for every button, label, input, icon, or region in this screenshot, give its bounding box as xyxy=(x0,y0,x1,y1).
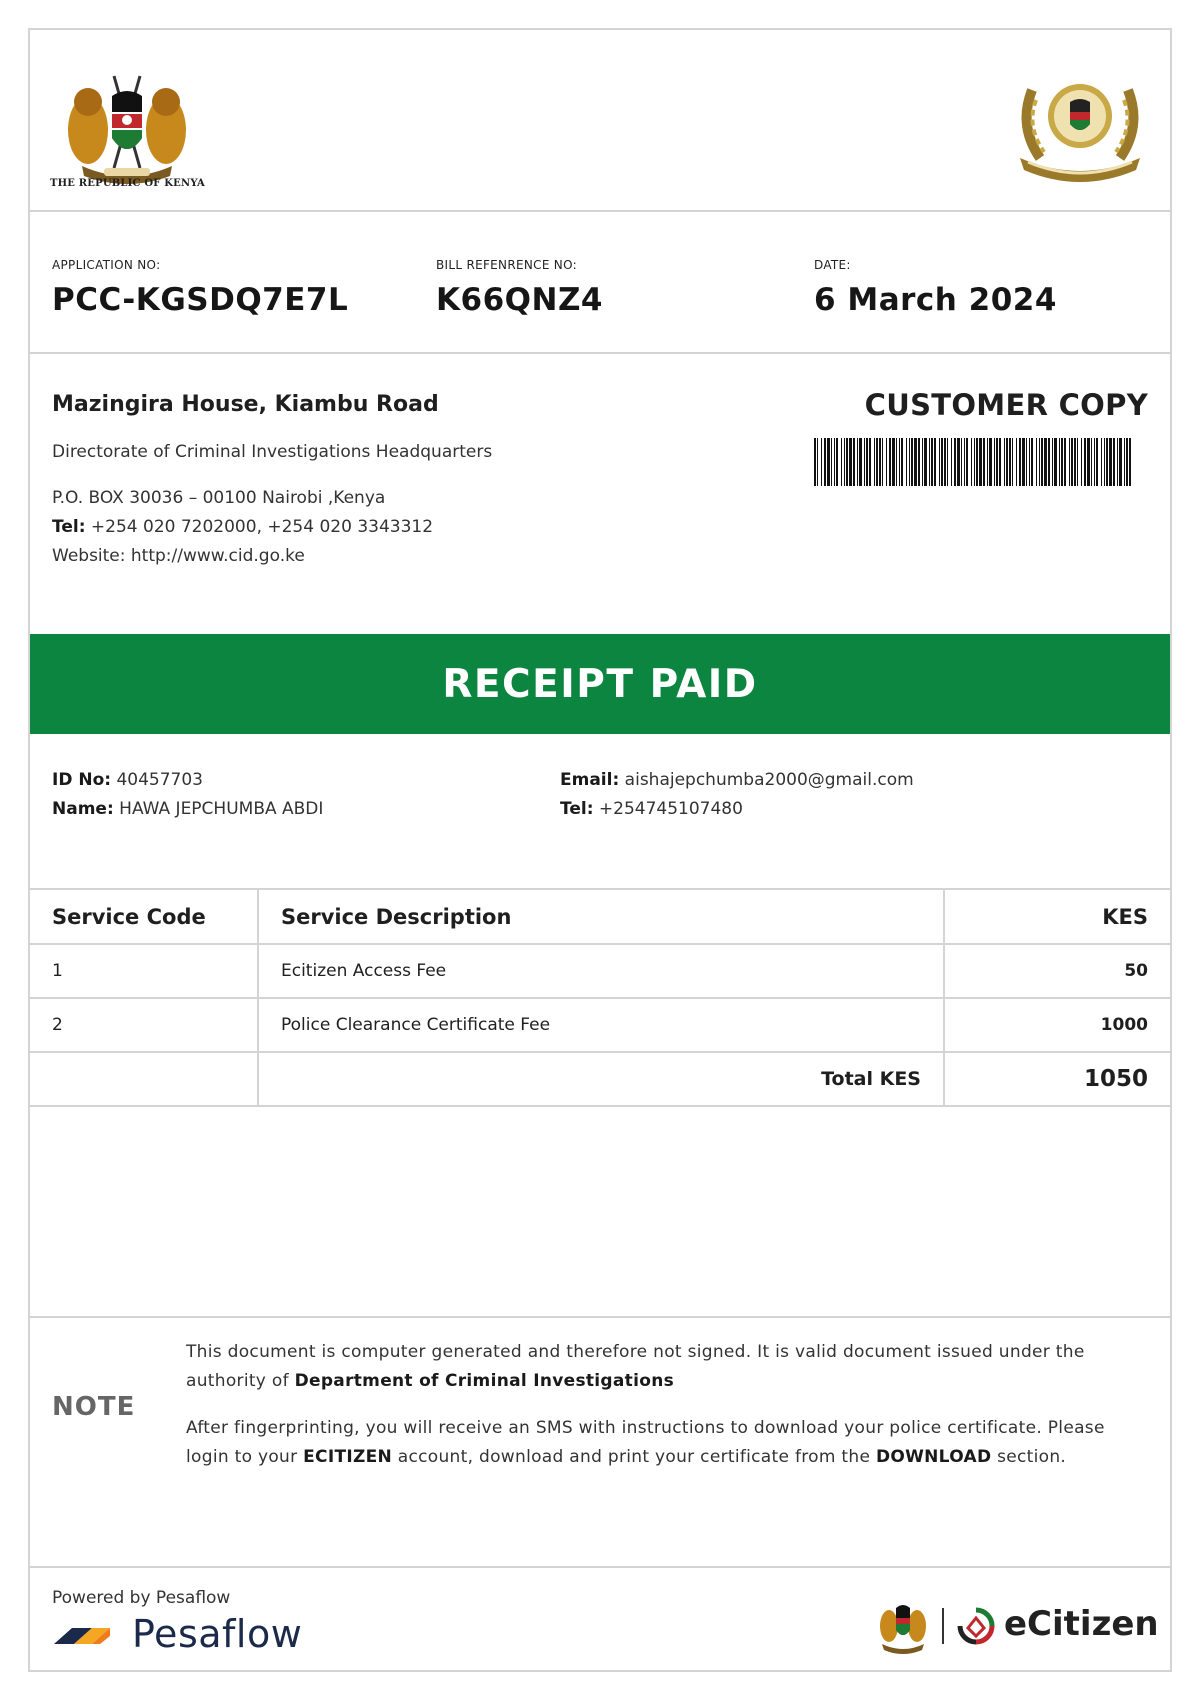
table-row xyxy=(30,998,1170,1052)
logo-header xyxy=(30,30,1170,212)
note-p1-bold: Department of Criminal Investigations xyxy=(294,1371,675,1391)
barcode xyxy=(814,438,1132,486)
total-label: Total KES xyxy=(258,1052,944,1106)
note-p1-text: This document is computer generated and therefore not signed. It is valid document issued under the authority of xyxy=(186,1342,1085,1391)
name-value: HAWA JEPCHUMBA ABDI xyxy=(119,799,324,819)
application-label: APPLICATION NO: xyxy=(52,258,161,272)
telephone-line xyxy=(52,517,433,537)
bill-number: K66QNZ4 xyxy=(436,282,604,318)
reference-row xyxy=(30,212,1170,354)
note-paragraph-2 xyxy=(186,1414,1146,1472)
republic-caption: THE REPUBLIC OF KENYA xyxy=(50,178,205,189)
services-table xyxy=(30,890,1170,1107)
header-service-code: Service Code xyxy=(30,890,258,944)
amount-cell: 50 xyxy=(944,944,1170,998)
services-table-wrap xyxy=(30,890,1170,1106)
customer-tel-value: +254745107480 xyxy=(598,799,743,819)
ecitizen-logo-icon xyxy=(956,1606,996,1646)
amount-cell: 1000 xyxy=(944,998,1170,1052)
empty-cell xyxy=(30,1052,258,1106)
footer xyxy=(30,1566,1170,1670)
application-block xyxy=(52,258,348,318)
po-box-line: P.O. BOX 30036 – 00100 Nairobi ,Kenya xyxy=(52,488,386,508)
ecitizen-wordmark: eCitizen xyxy=(1004,1604,1159,1644)
name-label: Name: xyxy=(52,799,114,819)
website-label: Website: xyxy=(52,546,126,566)
ecitizen-coat-of-arms-icon xyxy=(876,1596,930,1656)
email-value: aishajepchumba2000@gmail.com xyxy=(624,770,914,790)
directorate-line: Directorate of Criminal Investigations Headquarters xyxy=(52,442,493,462)
note-p2-b: account, download and print your certificate from the xyxy=(397,1447,871,1467)
service-code-cell: 2 xyxy=(30,998,258,1052)
note-section xyxy=(30,1316,1170,1566)
footer-separator xyxy=(942,1608,944,1644)
national-police-service-logo xyxy=(1012,70,1148,182)
powered-by-text: Powered by Pesaflow xyxy=(52,1588,231,1608)
note-p2-bold-ecitizen: ECITIZEN xyxy=(303,1447,393,1467)
kenya-coat-of-arms-logo xyxy=(52,68,202,188)
note-label: NOTE xyxy=(52,1392,136,1422)
copy-label: CUSTOMER COPY xyxy=(864,388,1148,422)
address-block xyxy=(30,354,1170,626)
telephone-label: Tel: xyxy=(52,517,86,537)
website-link[interactable]: http://www.cid.go.ke xyxy=(130,546,305,566)
application-number: PCC-KGSDQ7E7L xyxy=(52,282,349,318)
service-description-cell: Ecitizen Access Fee xyxy=(258,944,944,998)
id-line xyxy=(52,770,203,790)
table-total-row xyxy=(30,1052,1170,1106)
receipt-paid-banner: RECEIPT PAID xyxy=(30,634,1170,734)
email-line xyxy=(560,770,914,790)
customer-tel-label: Tel: xyxy=(560,799,594,819)
id-label: ID No: xyxy=(52,770,112,790)
total-value: 1050 xyxy=(944,1052,1170,1106)
date-block xyxy=(814,258,1057,318)
note-p2-bold-download: DOWNLOAD xyxy=(875,1447,992,1467)
header-kes: KES xyxy=(944,890,1170,944)
table-row xyxy=(30,944,1170,998)
date-label: DATE: xyxy=(814,258,851,272)
email-label: Email: xyxy=(560,770,620,790)
id-value: 40457703 xyxy=(116,770,203,790)
address-title: Mazingira House, Kiambu Road xyxy=(52,392,439,417)
bill-label: BILL REFENRENCE NO: xyxy=(436,258,577,272)
website-line xyxy=(52,546,305,566)
service-code-cell: 1 xyxy=(30,944,258,998)
name-line xyxy=(52,799,323,819)
receipt-document xyxy=(28,28,1172,1672)
note-p2-c: section. xyxy=(997,1447,1067,1467)
service-description-cell: Police Clearance Certificate Fee xyxy=(258,998,944,1052)
pesaflow-wordmark: Pesaflow xyxy=(132,1612,303,1656)
note-paragraph-1 xyxy=(186,1338,1146,1396)
note-p2-a: After fingerprinting, you will receive an SMS with instructions to download your police certificate. Please login to your xyxy=(186,1418,1105,1467)
date-value: 6 March 2024 xyxy=(814,282,1057,318)
customer-info xyxy=(30,734,1170,890)
bill-block xyxy=(436,258,603,318)
header-service-description: Service Description xyxy=(258,890,944,944)
telephone-value: +254 020 7202000, +254 020 3343312 xyxy=(90,517,434,537)
table-header-row xyxy=(30,890,1170,944)
pesaflow-logo-icon xyxy=(52,1618,112,1652)
customer-tel-line xyxy=(560,799,743,819)
